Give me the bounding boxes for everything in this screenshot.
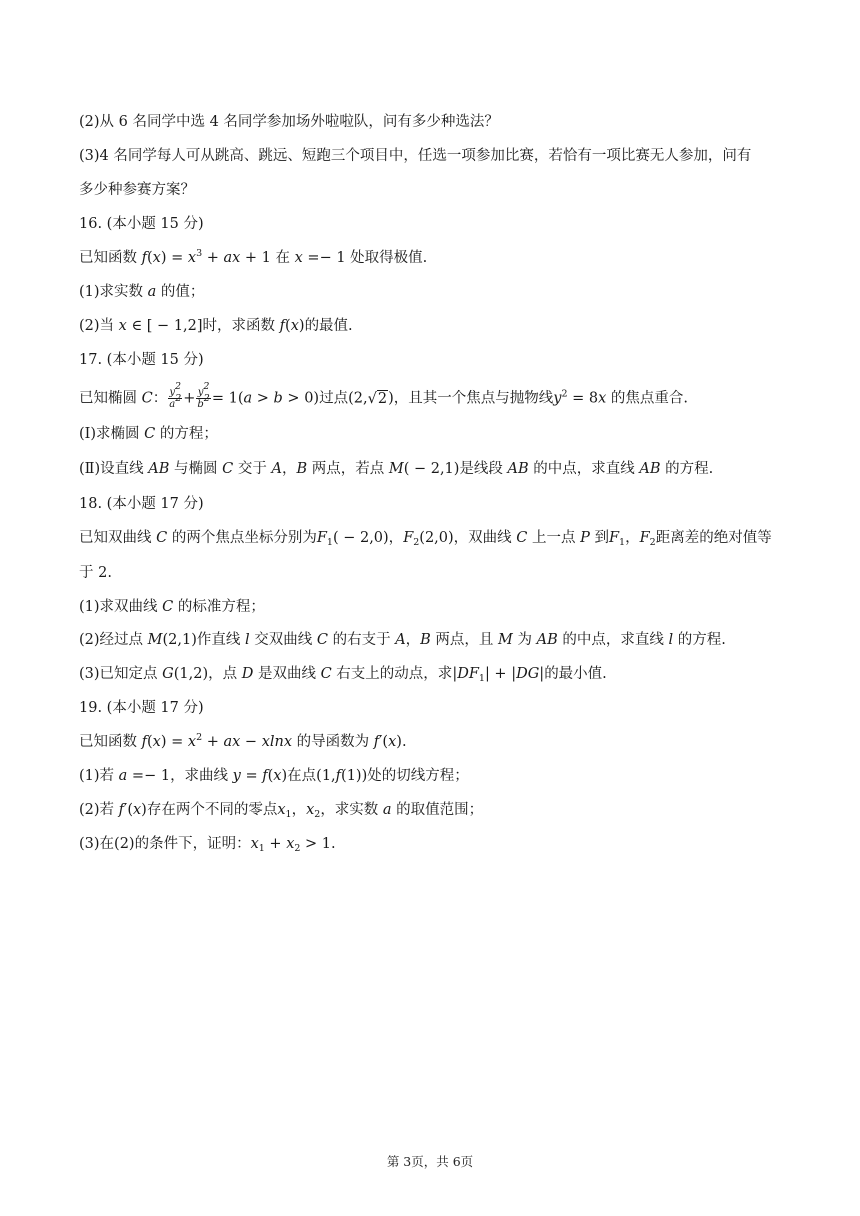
page-footer: 第 3页，共 6页 <box>386 1154 474 1169</box>
q17-heading <box>79 350 790 370</box>
q17-part2: (Ⅱ)设直线 AB 与椭圆 C 交于 A，B 两点，若点 M( − 2,1)是线段 AB 的中点，求直线 AB 的方程. <box>79 461 714 477</box>
q18-part3: (3)已知定点 G(1,2)，点 D 是双曲线 C 右支上的动点，求$|DF_1| + |DG|$的最小值. <box>79 666 607 684</box>
q16-heading <box>79 214 790 234</box>
q18-part2: (2)经过点 M(2,1)作直线 l 交双曲线 C 的右支于 A，B 两点，且 M 为 AB 的中点，求直线 l 的方程. <box>79 632 726 648</box>
q19-heading <box>79 698 790 718</box>
q19-part2: (2)若 f′(x)存在两个不同的零点$x_1$，$x_2$，求实数 a 的取值范围； <box>79 802 484 820</box>
q16-heading-text: 16. (本小题 15 分) <box>79 216 204 232</box>
q19-part3: (3)在(2)的条件下，证明：$x_1 + x_2 > 1$. <box>79 836 336 854</box>
q15-part3-text: (3)4 名同学每人可从跳高、跳远、短跑三个项目中，任选一项参加比赛，若恰有一项比赛无人参加，问有 <box>79 148 752 164</box>
q18-stem: 已知双曲线 C 的两个焦点坐标分别为$F_1( - 2,0)$，$F_2(2,0)$，双曲线 C 上一点 P 到$F_1$，$F_2$距离差的绝对值等 <box>79 530 772 548</box>
q17-part1: (Ⅰ)求椭圆 C 的方程； <box>79 426 218 442</box>
q19-heading-text: 19. (本小题 17 分) <box>79 700 204 716</box>
q15-part3-cont <box>79 180 790 200</box>
q19-part1: (1)若 a =− 1，求曲线 y = f(x)在点(1,f(1))处的切线方程； <box>79 768 469 784</box>
q17-stem: 已知椭圆 C： $\frac{y^2}{a^2}$ + $\frac{y^2}{b^2}$ = 1(a > b > 0)过点(2,√2)，且其一个焦点与抛物线$y^2 = 8x$ 的焦点重合. <box>79 381 688 410</box>
q15-part2 <box>79 112 790 132</box>
q18-heading-text: 18. (本小题 17 分) <box>79 496 204 512</box>
q15-part2-text: (2)从 6 名同学中选 4 名同学参加场外啦啦队，问有多少种选法？ <box>79 114 499 130</box>
q17-heading-text: 17. (本小题 15 分) <box>79 352 204 368</box>
q16-part2: (2)当 x ∈ [ − 1,2]时，求函数 f(x)的最值. <box>79 318 353 334</box>
q18-heading <box>79 494 790 514</box>
q19-stem: 已知函数 $f(x) = x^2$ + ax − xlnx 的导函数为 f′(x). <box>79 732 407 750</box>
q16-part1: (1)求实数 a 的值； <box>79 284 205 300</box>
q15-part3-cont-text: 多少种参赛方案？ <box>79 182 195 198</box>
q16-stem: 已知函数 $f(x) = x^3$ + ax + 1 在 x =− 1 处取得极值. <box>79 248 428 266</box>
q18-part1: (1)求双曲线 C 的标准方程； <box>79 599 265 615</box>
q18-stem-cont: 于 2. <box>79 565 112 581</box>
q15-part3 <box>79 146 790 166</box>
